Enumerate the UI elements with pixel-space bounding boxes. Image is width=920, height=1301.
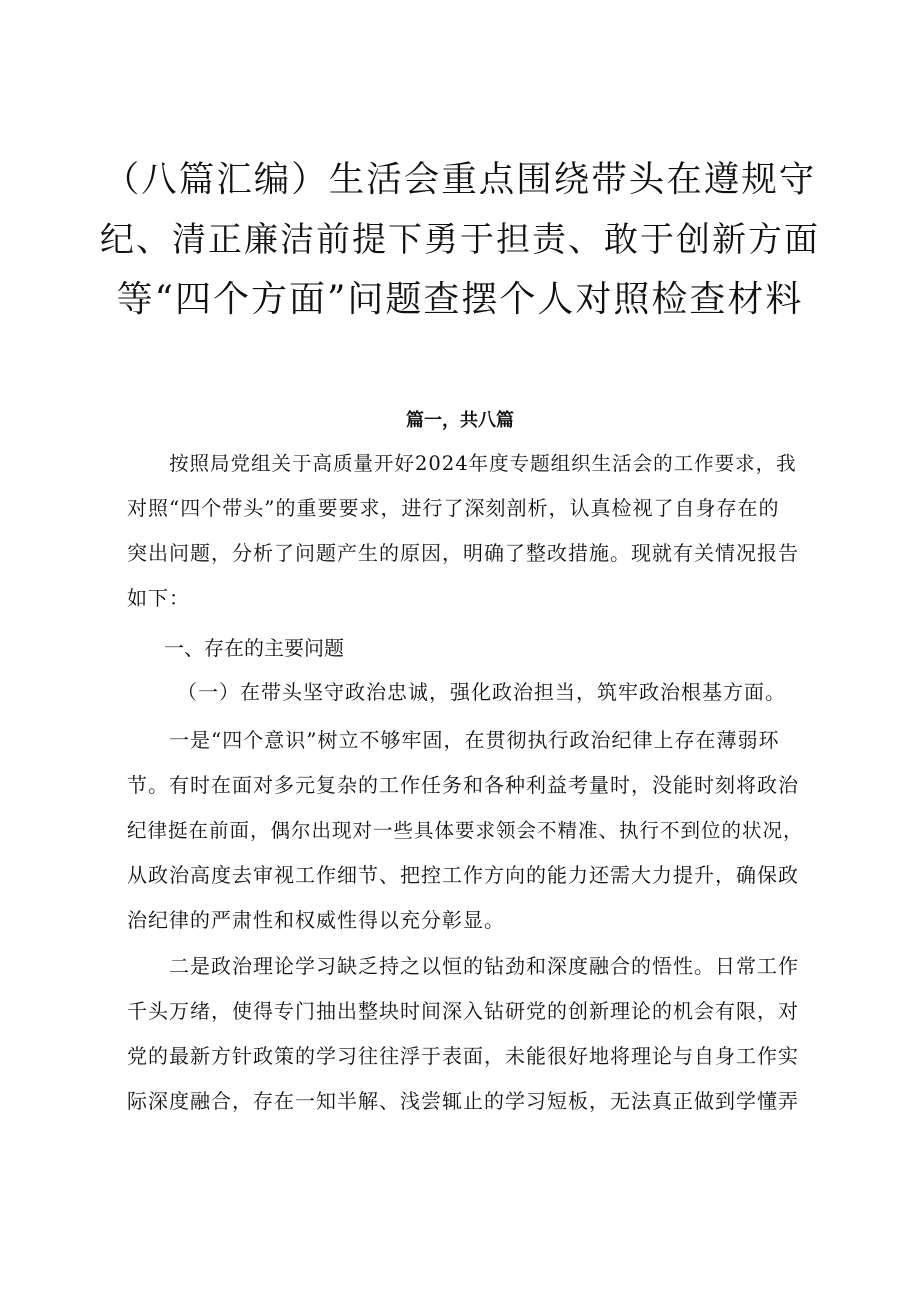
paragraph-line: 党的最新方针政策的学习往往浮于表面，未能很好地将理论与自身工作实 — [127, 1044, 799, 1068]
paragraph-line: 纪律挺在前面，偶尔出现对一些具体要求领会不精准、执行不到位的状况， — [127, 819, 804, 842]
heading-main-problems: 一、存在的主要问题 — [164, 636, 344, 660]
paragraph-line: 际深度融合，存在一知半解、浅尝辄止的学习短板，无法真正做到学懂弄 — [127, 1089, 799, 1113]
title-line: 等“四个方面”问题查摆个人对照检查材料 — [116, 279, 804, 320]
paragraph-line: 对照“四个带头”的重要要求，进行了深刻剖析，认真检视了自身存在的 — [127, 496, 780, 520]
paragraph-line: 如下： — [127, 586, 190, 610]
paragraph-line: 从政治高度去审视工作细节、把控工作方向的能力还需大力提升，确保政 — [127, 863, 799, 887]
section-heading: 篇一，共八篇 — [406, 410, 514, 431]
paragraph-line: 二是政治理论学习缺乏持之以恒的钻劲和深度融合的悟性。日常工作 — [169, 954, 799, 978]
point-two-paragraph — [127, 944, 809, 1124]
document-title — [100, 150, 820, 330]
intro-paragraph — [127, 441, 809, 621]
title-line: 纪、清正廉洁前提下勇于担责、敢于创新方面 — [100, 220, 820, 260]
subsection-heading: （一）在带头坚守政治忠诚，强化政治担当，筑牢政治根基方面。 — [177, 680, 786, 704]
paragraph-line: 节。有时在面对多元复杂的工作任务和各种利益考量时，没能时刻将政治 — [127, 773, 799, 797]
point-one-paragraph — [127, 718, 809, 943]
paragraph-line: 按照局党组关于高质量开好2024年度专题组织生活会的工作要求，我 — [169, 452, 797, 475]
paragraph-line: 突出问题，分析了问题产生的原因，明确了整改措施。现就有关情况报告 — [127, 541, 799, 565]
title-line: （八篇汇编）生活会重点围绕带头在遵规守 — [103, 159, 817, 200]
paragraph-line: 一是“四个意识”树立不够牢固，在贯彻执行政治纪律上存在薄弱环 — [169, 728, 780, 752]
paragraph-line: 治纪律的严肃性和权威性得以充分彰显。 — [127, 908, 505, 932]
paragraph-line: 千头万绪，使得专门抽出整块时间深入钻研党的创新理论的机会有限，对 — [127, 999, 799, 1023]
